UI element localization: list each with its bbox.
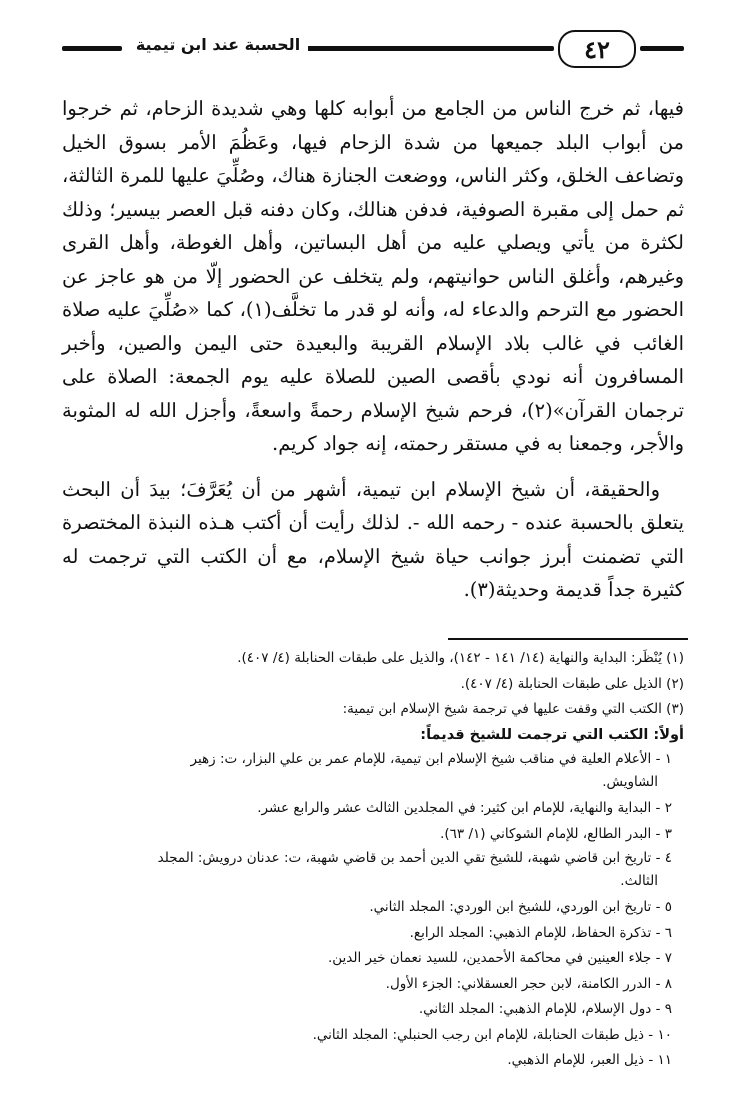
footnote-1: (١) يُنْظَر: البداية والنهاية (١٤/ ١٤١ - ١٤٢)، والذيل على طبقات الحنابلة (٤/ ٤٠٧). [237,650,684,666]
page-header [62,30,684,70]
list-item-text: ١ - الأعلام العلية في مناقب شيخ الإسلام ابن تيمية، للإمام عمر بن علي البزار، ت: زهير [190,751,672,767]
paragraph: فيها، ثم خرج الناس من الجامع من أبوابه كلها وهي شديدة الزحام، ثم خرجوا من أبواب البلد جميعها من شدة الزحام فيها، وعَظُمَ الأمر بسوق الخيل وتضاعف الخلق، وكثر الناس، ووضعت الجنازة هناك، وصُلِّيَ عليها للمرة الثالثة، ثم حمل إلى مقبرة الصوفية، فدفن هنالك، وكان دفنه قبل العصر بيسير؛ وذلك لكثرة من يأتي ويصلي عليه من أهل البساتين، وأهل الغوطة، وأهل القرى وغيرهم، وأغلق الناس حوانيتهم، ولم يتخلف عن الحضور إلّا من هو عاجز عن الحضور مع الترحم والدعاء له، وأنه لو قدر ما تخلَّف(١)، كما «صُلِّيَ عليه صلاة الغائب في غالب بلاد الإسلام القريبة والبعيدة حتى اليمن والصين، وأخبر المسافرون أنه نودي بأقصى الصين للصلاة عليه يوم الجمعة: الصلاة على ترجمان القرآن»(٢)، فرحم شيخ الإسلام رحمةً واسعةً، وأجزل الله له المثوبة والأجر، وجمعنا به في مستقر رحمته، إنه جواد كريم. [62,97,685,455]
main-text [62,92,684,607]
footnote-separator [448,638,688,640]
list-item: ٣ - البدر الطالع، للإمام الشوكاني (١/ ٦٣). [440,825,672,842]
list-item-continuation: الثالث. [620,873,658,889]
list-item: ٩ - دول الإسلام، للإمام الذهبي: المجلد الثاني. [418,1001,672,1017]
list-item: ٥ - تاريخ ابن الوردي، للشيخ ابن الوردي: المجلد الثاني. [369,899,672,915]
page-number: ٤٢ [558,30,636,68]
running-title: الحسبة عند ابن تيمية [128,35,308,54]
list-item: ١٠ - ذيل طبقات الحنابلة، للإمام ابن رجب الحنبلي: المجلد الثاني. [312,1026,672,1043]
list-item: ٢ - البداية والنهاية، للإمام ابن كثير: في المجلدين الثالث عشر والرابع عشر. [257,800,672,816]
list-item: ٨ - الدرر الكامنة، لابن حجر العسقلاني: الجزء الأول. [385,975,672,992]
list-item: ٦ - تذكرة الحفاظ، للإمام الذهبي: المجلد الرابع. [409,924,672,941]
footnotes [62,646,684,1074]
book-list [62,748,684,1074]
list-item [62,748,684,796]
footnote-3: (٣) الكتب التي وقفت عليها في ترجمة شيخ الإسلام ابن تيمية: [342,701,684,717]
list-item [62,847,684,895]
list-item: ١١ - ذيل العبر، للإمام الذهبي. [507,1052,672,1068]
header-rule-short [62,46,122,51]
header-rule-right [640,46,684,51]
footnote-2: (٢) الذيل على طبقات الحنابلة (٤/ ٤٠٧). [460,675,684,692]
list-item: ٧ - جلاء العينين في محاكمة الأحمدين، للسيد نعمان خير الدين. [327,950,672,966]
list-item-text: ٤ - تاريخ ابن قاضي شهبة، للشيخ تقي الدين أحمد بن قاضي شهبة، ت: عدنان درويش: المجلد [157,850,672,866]
list-item-continuation: الشاويش. [602,774,658,790]
paragraph: والحقيقة، أن شيخ الإسلام ابن تيمية، أشهر من أن يُعَرَّفَ؛ بيدَ أن البحث يتعلق بالحسبة عنده - رحمه الله -. لذلك رأيت أن أكتب هـذه النبذة المختصرة التي تضمنت أبرز جوانب حياة شيخ الإسلام، مع أن الكتب التي ترجمت له كثيرة جداً قديمة وحديثة(٣). [62,477,684,601]
footnote-heading: أولاً: الكتب التي ترجمت للشيخ قديماً: [420,726,684,743]
